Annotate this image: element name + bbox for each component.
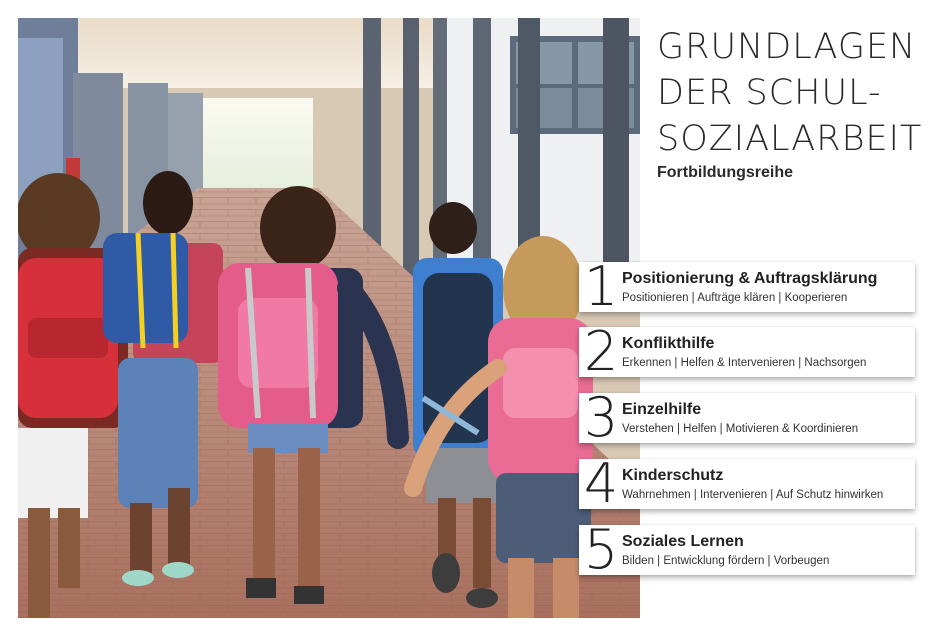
title-line-1: GRUNDLAGEN [657, 27, 917, 67]
title-line-3: SOZIALARBEIT [657, 119, 923, 159]
module-card-5[interactable] [579, 518, 915, 581]
module-number: 4 [583, 452, 619, 515]
module-number: 5 [583, 518, 619, 581]
module-number: 2 [583, 320, 619, 383]
module-title: Einzelhilfe [622, 401, 702, 418]
module-number: 3 [583, 386, 619, 449]
title-line-2: DER SCHUL- [657, 73, 882, 113]
module-title: Soziales Lernen [622, 533, 744, 550]
module-description: Erkennen | Helfen & Intervenieren | Nachsorgen [622, 357, 867, 369]
children-with-backpacks-photo [18, 18, 640, 618]
module-description: Verstehen | Helfen | Motivieren & Koordinieren [622, 423, 859, 435]
module-title: Kinderschutz [622, 467, 724, 484]
module-description: Positionieren | Aufträge klären | Kooperieren [622, 292, 848, 304]
module-card-3[interactable] [579, 386, 915, 449]
module-description: Bilden | Entwicklung fördern | Vorbeugen [622, 555, 830, 567]
hero-photo [18, 18, 640, 618]
module-title: Positionierung & Auftragsklärung [622, 270, 878, 287]
module-card-2[interactable] [579, 320, 915, 383]
page-title [657, 24, 927, 162]
module-card-4[interactable] [579, 452, 915, 515]
module-description: Wahrnehmen | Intervenieren | Auf Schutz hinwirken [622, 489, 884, 501]
module-number: 1 [583, 255, 619, 318]
module-card-1[interactable] [579, 255, 915, 318]
page-subtitle: Fortbildungsreihe [657, 164, 793, 181]
module-title: Konflikthilfe [622, 335, 715, 352]
